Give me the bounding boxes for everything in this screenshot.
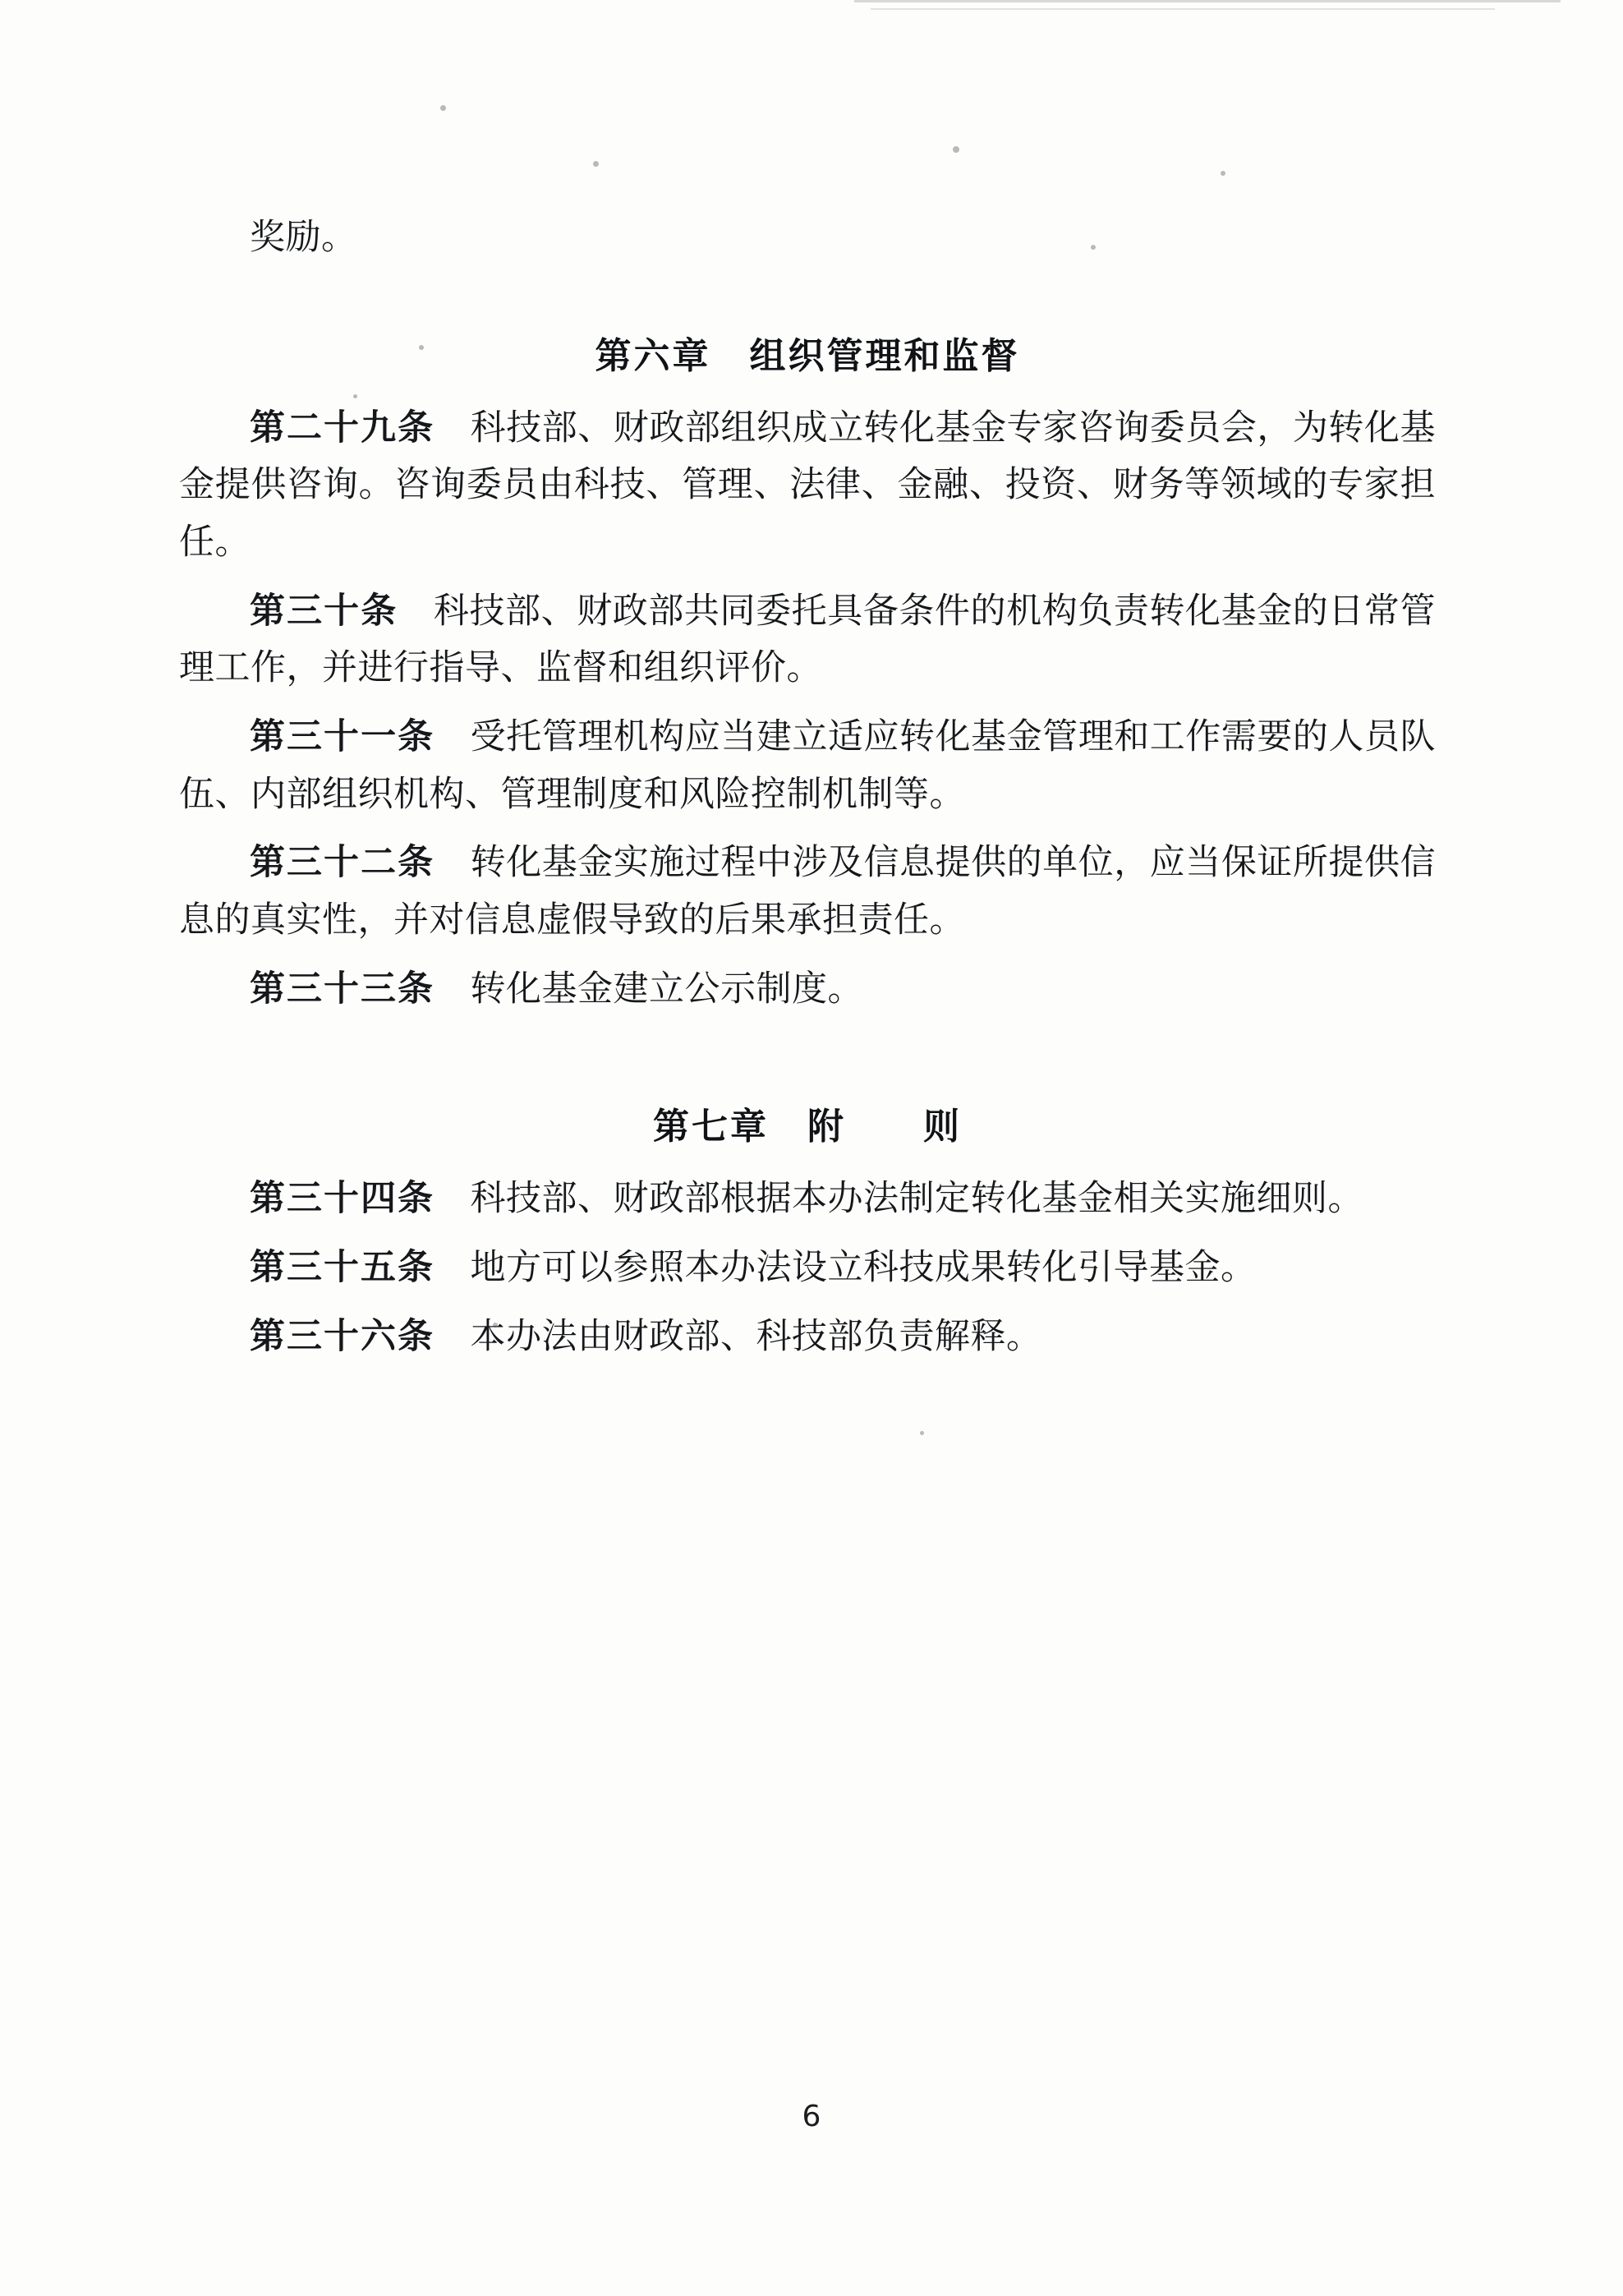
article-29 — [179, 400, 1436, 572]
article-35-label: 第三十五条 — [250, 1246, 434, 1288]
scan-speck — [1221, 171, 1225, 176]
article-32-label: 第三十二条 — [250, 842, 435, 884]
article-30-label: 第三十条 — [250, 590, 398, 632]
article-29-label: 第二十九条 — [250, 407, 435, 449]
article-33 — [179, 961, 1436, 1019]
article-31-text: 受托管理机构应当建立适应转化基金管理和工作需要的人员队伍、内部组织机构、管理制度和风险控制机制等。 — [179, 715, 1436, 815]
chapter-heading-7: 第七章 附 则 — [653, 1106, 962, 1148]
article-31 — [179, 709, 1436, 823]
article-31-label: 第三十一条 — [250, 715, 435, 757]
article-34 — [179, 1171, 1436, 1228]
scan-speck — [593, 161, 599, 167]
page-number: 6 — [802, 2100, 821, 2133]
scan-speck — [953, 146, 959, 153]
article-36-label: 第三十六条 — [250, 1315, 434, 1357]
chapter-heading-6: 第六章 组织管理和监督 — [595, 334, 1020, 377]
article-30-text: 科技部、财政部共同委托具备条件的机构负责转化基金的日常管理工作，并进行指导、监督和组织评价。 — [179, 590, 1436, 689]
article-30 — [179, 583, 1436, 697]
article-35 — [179, 1240, 1436, 1297]
document-body — [179, 209, 1436, 1377]
article-34-text: 科技部、财政部根据本办法制定转化基金相关实施细则。 — [434, 1178, 1363, 1220]
article-33-text: 转化基金建立公示制度。 — [434, 968, 863, 1010]
article-36 — [179, 1309, 1436, 1366]
article-34-label: 第三十四条 — [250, 1178, 434, 1220]
scan-speck — [440, 105, 446, 111]
spacer — [179, 278, 1436, 326]
scan-speck — [920, 1431, 924, 1435]
article-32-text: 转化基金实施过程中涉及信息提供的单位，应当保证所提供信息的真实性，并对信息虚假导致的后果承担责任。 — [179, 842, 1436, 941]
article-35-text: 地方可以参照本办法设立科技成果转化引导基金。 — [434, 1246, 1257, 1288]
article-29-text: 科技部、财政部组织成立转化基金专家咨询委员会，为转化基金提供咨询。咨询委员由科技、管理、法律、金融、投资、财务等领域的专家担任。 — [179, 407, 1436, 563]
article-32 — [179, 835, 1436, 949]
article-36-text: 本办法由财政部、科技部负责解释。 — [434, 1315, 1042, 1357]
scan-artifact-line — [854, 0, 1561, 2]
scan-artifact-line-secondary — [871, 8, 1495, 10]
article-33-label: 第三十三条 — [250, 968, 434, 1010]
lead-paragraph: 奖励。 — [250, 217, 357, 258]
